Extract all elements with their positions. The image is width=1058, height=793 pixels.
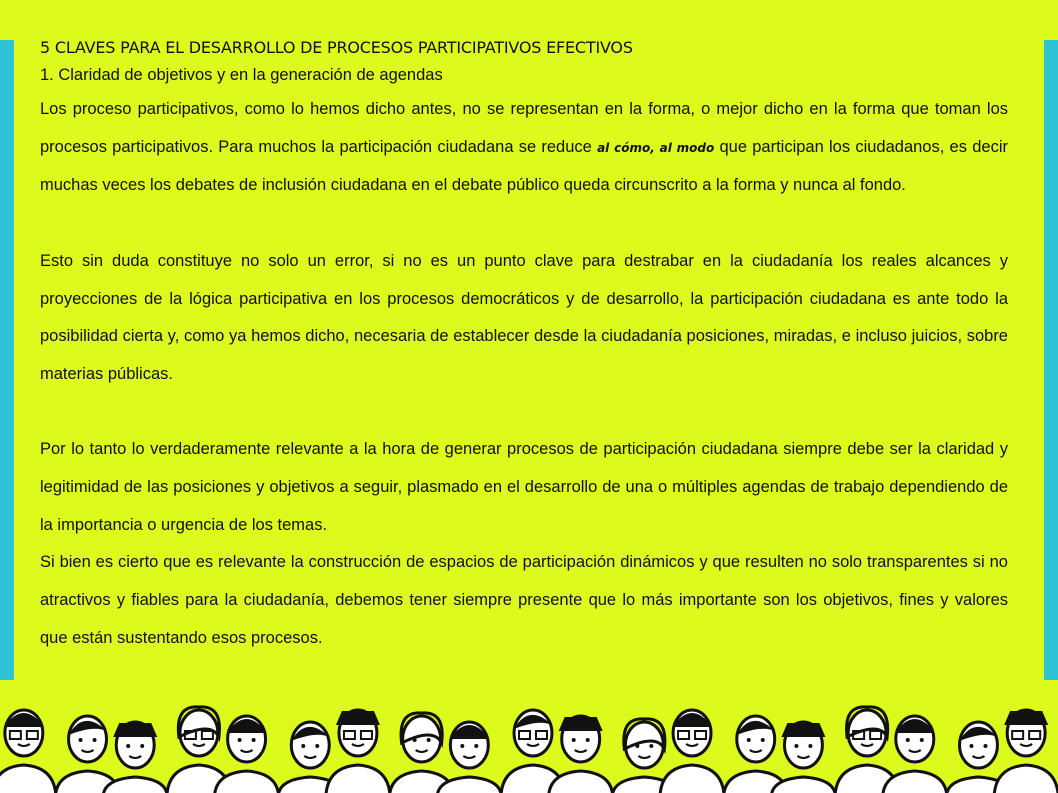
person-figure (724, 716, 788, 793)
paragraph-2: Esto sin duda constituye no solo un error, si no es un punto clave para destrabar en la ciudadanía los reales alcances y proyecciones de la lógica participativa en los procesos democráticos y de desarrollo, la participación ciudadana es ante todo la posibilidad cierta y, como ya hemos dicho, necesaria de establecer desde la ciudadanía posiciones, miradas, e incluso juicios, sobre materias públicas. (40, 251, 1008, 383)
person-figure (215, 716, 279, 793)
person-figure (390, 713, 454, 793)
paragraph-1-text-b: que participan los ciudadanos, es decir muchas veces los debates de inclusión ciudadana en el debate público queda circunscrito a la forma y nunca al fondo. (40, 137, 1008, 195)
section-heading: 1. Claridad de objetivos y en la generación de agendas (40, 66, 443, 84)
crowd-illustration (0, 683, 1058, 793)
left-accent-bar (0, 40, 14, 680)
person-figure (771, 722, 835, 793)
person-figure (549, 716, 613, 793)
crowd-of-people-image (0, 683, 1058, 793)
person-figure (660, 710, 724, 793)
person-figure (56, 716, 120, 793)
person-figure (326, 710, 390, 793)
paragraph-1-emphasis: al cómo, al modo (597, 140, 715, 155)
paragraph-1-text-a: Los proceso participativos, como lo hemos dicho antes, no se representan en la forma, o mejor dicho en la forma que toman los procesos participativos. Para muchos la participación ciudadana se reduce (40, 100, 1008, 156)
person-figure (437, 722, 501, 793)
slide-title: 5 CLAVES PARA EL DESARROLLO DE PROCESOS PARTICIPATIVOS EFECTIVOS (40, 38, 633, 57)
paragraph-1 (40, 91, 1008, 205)
slide-content (40, 38, 1008, 658)
person-figure (0, 710, 56, 793)
person-figure (883, 716, 947, 793)
right-accent-bar (1044, 40, 1058, 680)
person-figure (994, 710, 1058, 793)
person-figure (103, 722, 167, 793)
paragraph-3: Por lo tanto lo verdaderamente relevante a la hora de generar procesos de participación ciudadana siempre debe ser la claridad y legitimidad de las posiciones y objetivos a seguir, plasmado en el desarrollo de una o múltiples agendas de trabajo dependiendo de la importancia o urgencia de los temas. (40, 440, 1008, 534)
paragraph-4: Si bien es cierto que es relevante la construcción de espacios de participación dinámicos y que resulten no solo transparentes si no atractivos y fiables para la ciudadanía, debemos tener siempre presente que lo más importante son los objetivos, fines y valores que están sustentando esos procesos. (40, 553, 1008, 647)
